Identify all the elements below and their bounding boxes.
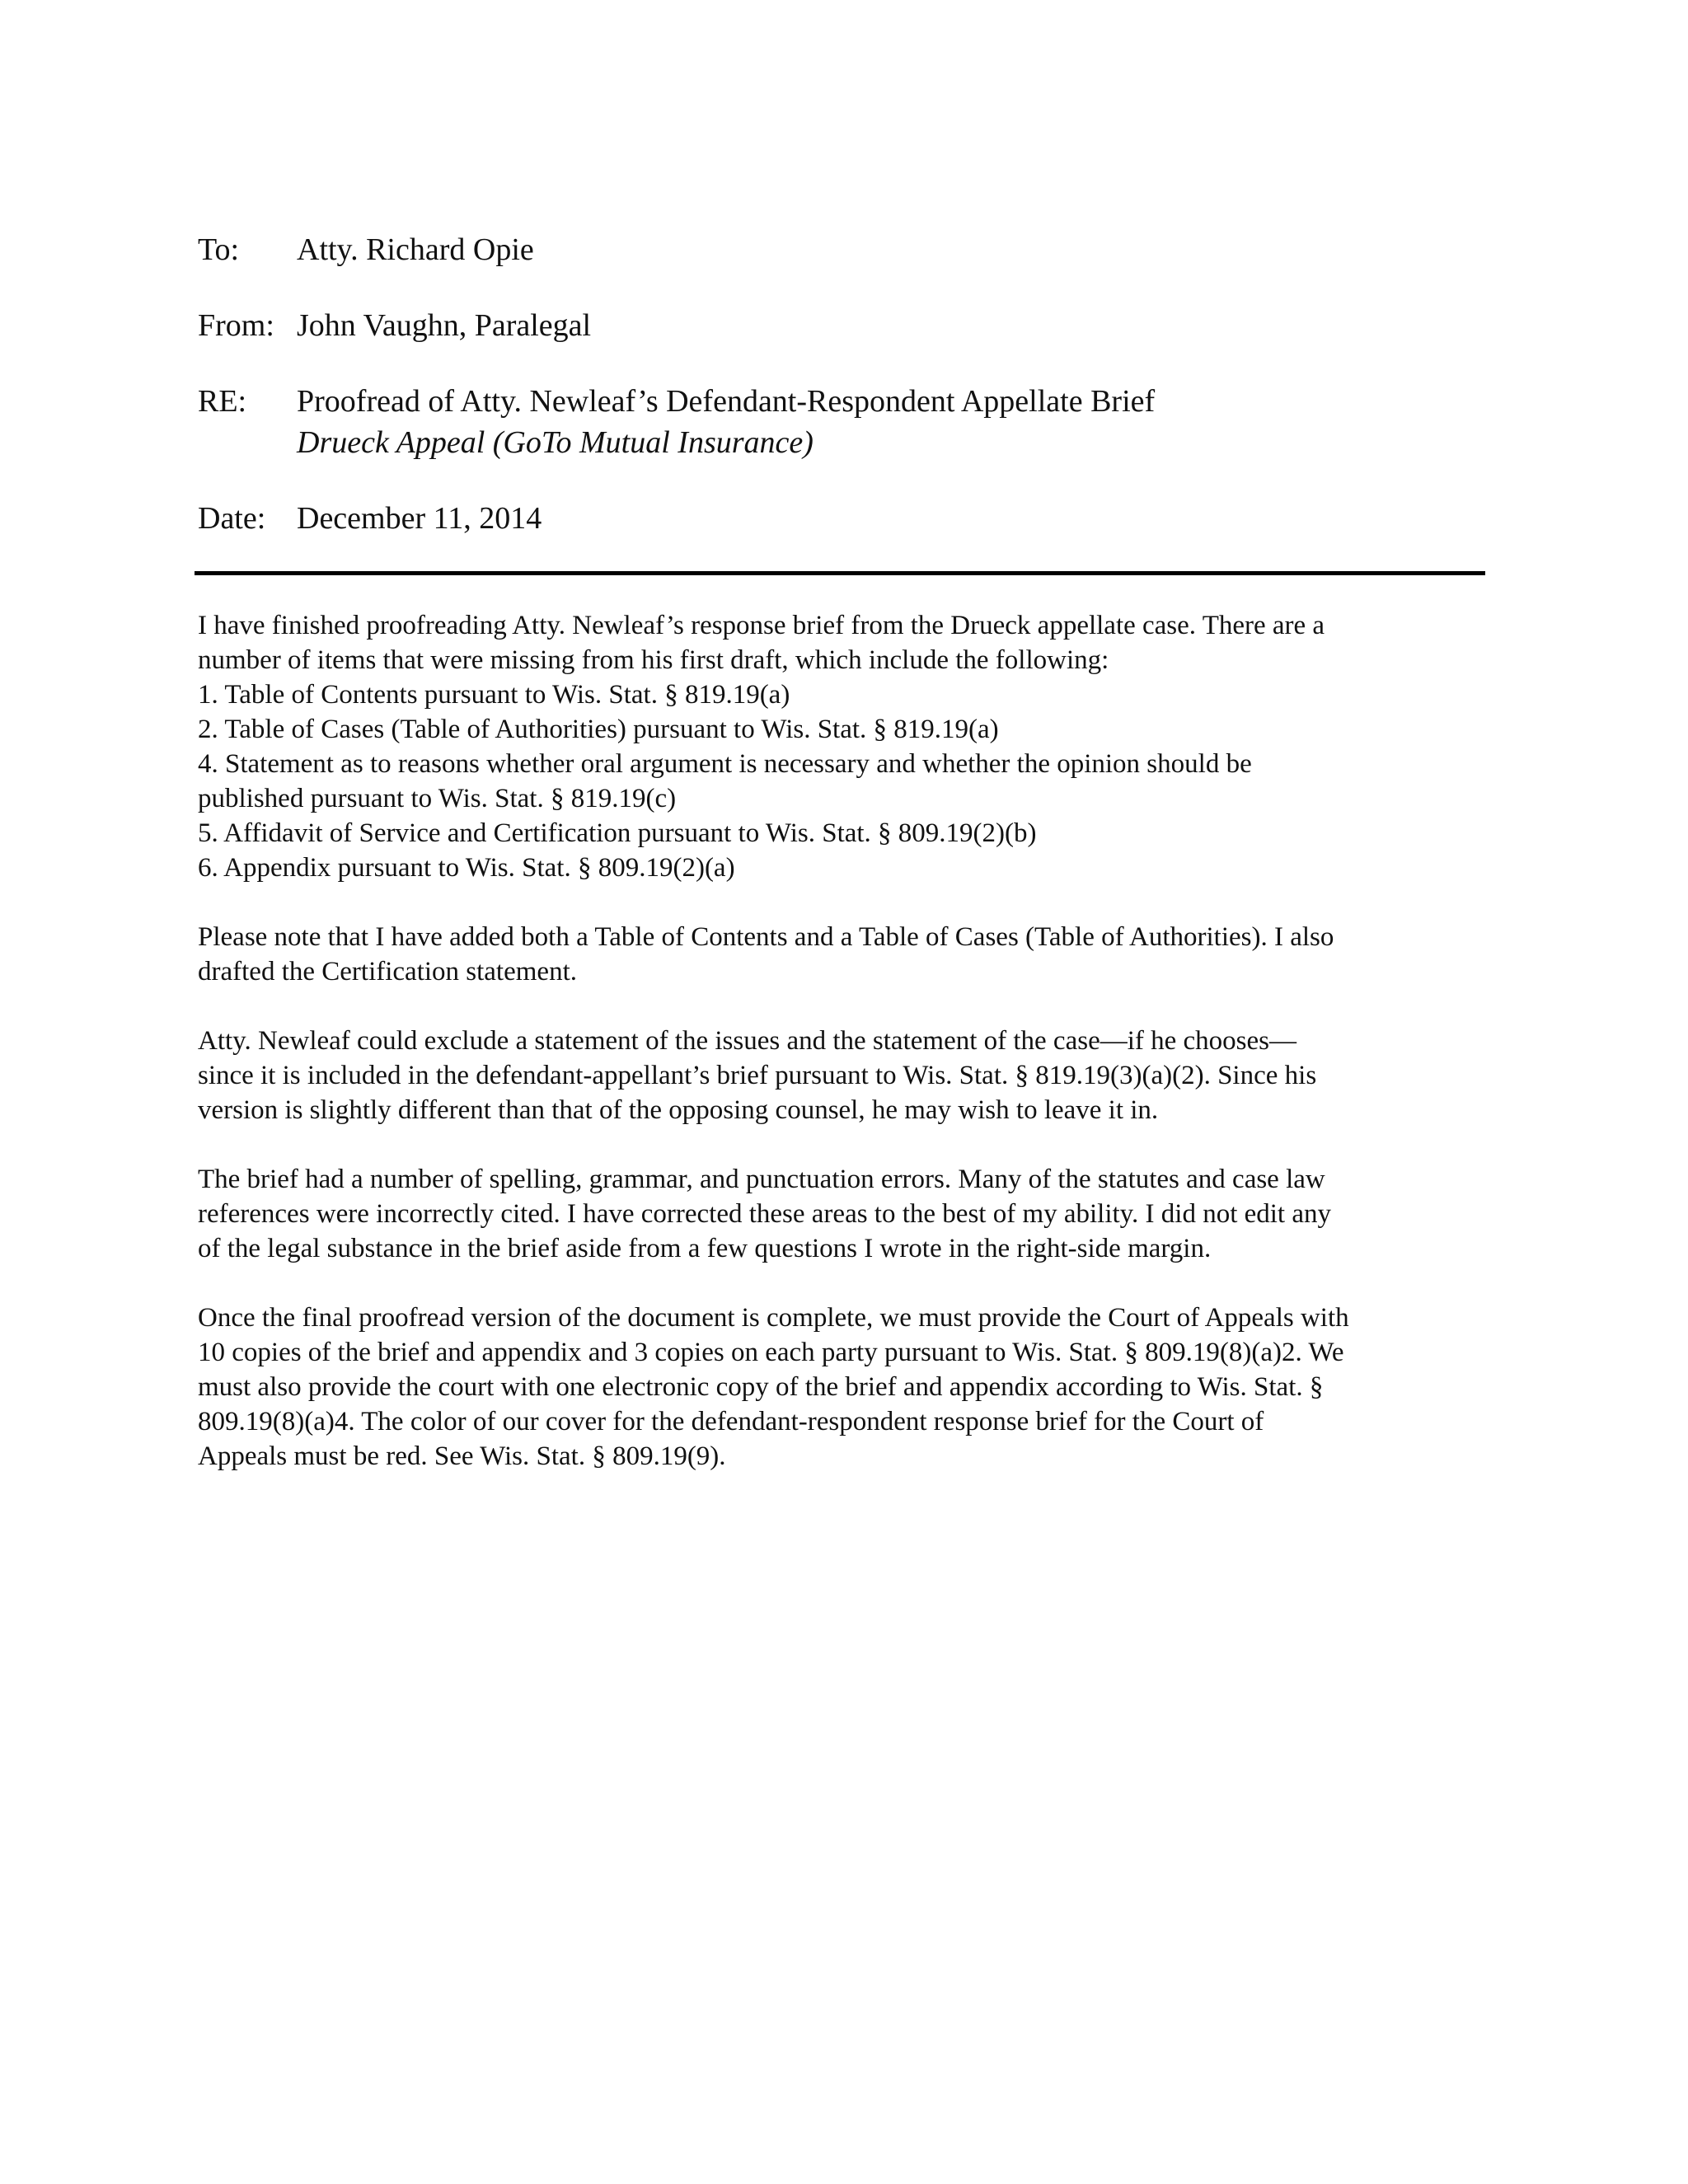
paragraph-line: version is slightly different than that of the opposing counsel, he may wish to leave it in. [198, 1095, 1159, 1125]
date-label: Date: [198, 501, 266, 536]
list-item: 2. Table of Cases (Table of Authorities) pursuant to Wis. Stat. § 819.19(a) [198, 715, 999, 744]
header-divider [195, 571, 1485, 575]
memo-body [198, 608, 1500, 1474]
intro-line-2: number of items that were missing from his first draft, which include the following: [198, 645, 1109, 675]
paragraph-filing-instructions [198, 1301, 1500, 1474]
re-line-2: Drueck Appeal (GoTo Mutual Insurance) [297, 425, 814, 460]
re-row [198, 381, 1484, 463]
list-item: 6. Appendix pursuant to Wis. Stat. § 809.19(2)(a) [198, 853, 735, 883]
paragraph-line: since it is included in the defendant-appellant’s brief pursuant to Wis. Stat. § 819.19(3)(a)(2). Since his [198, 1061, 1317, 1090]
to-label: To: [198, 232, 240, 267]
re-value [297, 381, 1484, 463]
list-item: 1. Table of Contents pursuant to Wis. Stat. § 819.19(a) [198, 680, 790, 710]
from-label: From: [198, 308, 274, 343]
paragraph-line: drafted the Certification statement. [198, 957, 577, 987]
list-item: 5. Affidavit of Service and Certification pursuant to Wis. Stat. § 809.19(2)(b) [198, 818, 1037, 848]
paragraph-line: 809.19(8)(a)4. The color of our cover for the defendant-respondent response brief for the Court of [198, 1407, 1264, 1436]
list-item: published pursuant to Wis. Stat. § 819.19(c) [198, 784, 677, 813]
intro-paragraph [198, 608, 1500, 677]
paragraph-line: must also provide the court with one electronic copy of the brief and appendix according to Wis. Stat. § [198, 1372, 1324, 1402]
paragraph-line: The brief had a number of spelling, grammar, and punctuation errors. Many of the statutes and case law [198, 1165, 1325, 1194]
paragraph-line: Please note that I have added both a Table of Contents and a Table of Cases (Table of Authorities). I also [198, 922, 1334, 952]
to-value: Atty. Richard Opie [297, 232, 534, 267]
from-row [198, 305, 1484, 346]
paragraph-line: Atty. Newleaf could exclude a statement of the issues and the statement of the case—if he chooses— [198, 1026, 1297, 1056]
list-item: 4. Statement as to reasons whether oral argument is necessary and whether the opinion should be [198, 749, 1252, 779]
paragraph-line: Appeals must be red. See Wis. Stat. § 809.19(9). [198, 1441, 726, 1471]
re-line-1: Proofread of Atty. Newleaf’s Defendant-Respondent Appellate Brief [297, 384, 1156, 419]
date-value: December 11, 2014 [297, 501, 542, 536]
memo-header [198, 229, 1484, 539]
paragraph-statement-issues [198, 1024, 1500, 1127]
paragraph-added-tables [198, 920, 1500, 989]
to-row [198, 229, 1484, 270]
paragraph-line: 10 copies of the brief and appendix and 3 copies on each party pursuant to Wis. Stat. § 809.19(8)(a)2. We [198, 1338, 1344, 1367]
re-label: RE: [198, 384, 247, 419]
paragraph-line: references were incorrectly cited. I have corrected these areas to the best of my ability. I did not edit any [198, 1199, 1331, 1229]
intro-line-1: I have finished proofreading Atty. Newleaf’s response brief from the Drueck appellate case. There are a [198, 611, 1325, 640]
paragraph-errors [198, 1162, 1500, 1266]
date-row [198, 498, 1484, 539]
from-value: John Vaughn, Paralegal [297, 308, 592, 343]
paragraph-line: of the legal substance in the brief aside from a few questions I wrote in the right-side margin. [198, 1234, 1212, 1263]
missing-items-list [198, 677, 1500, 885]
paragraph-line: Once the final proofread version of the document is complete, we must provide the Court of Appeals with [198, 1303, 1349, 1333]
